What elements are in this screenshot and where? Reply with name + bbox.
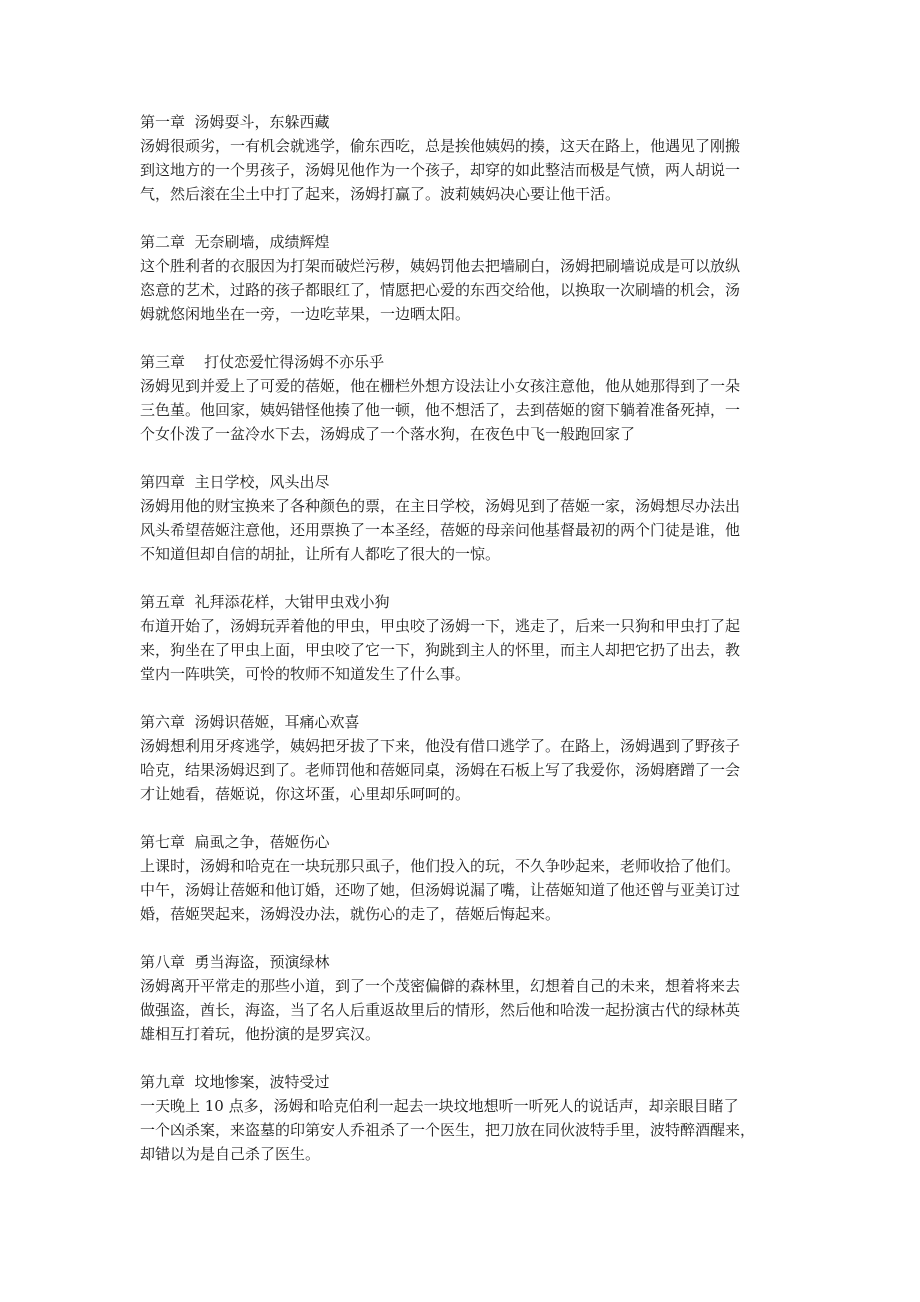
text-line: 哈克，结果汤姆迟到了。老师罚他和蓓姬同桌，汤姆在石板上写了我爱你，汤姆磨蹭了一会 <box>140 761 741 779</box>
text-line: 汤姆离开平常走的那些小道，到了一个茂密偏僻的森林里，幻想着自己的未来，想着将来去 <box>140 977 741 995</box>
text-line: 一天晚上 10 点多，汤姆和哈克伯利一起去一块坟地想听一听死人的说话声，却亲眼目睹了 <box>140 1097 739 1115</box>
chapter-title: 第三章 打仗恋爱忙得汤姆不亦乐乎 <box>140 353 385 371</box>
text-line: 三色堇。他回家，姨妈错怪他揍了他一顿，他不想活了，去到蓓姬的窗下躺着准备死掉，一 <box>140 401 741 419</box>
chapter-2 <box>140 230 788 326</box>
chapter-title: 第四章 主日学校，风头出尽 <box>140 473 330 491</box>
chapter-8 <box>140 950 788 1046</box>
text-line: 风头希望蓓姬注意他，还用票换了一本圣经，蓓姬的母亲问他基督最初的两个门徒是谁，他 <box>140 521 741 539</box>
chapter-5 <box>140 590 788 686</box>
text-line: 中午，汤姆让蓓姬和他订婚，还吻了她，但汤姆说漏了嘴，让蓓姬知道了他还曾与亚美订过 <box>140 881 741 899</box>
text-line: 个女仆泼了一盆冷水下去，汤姆成了一个落水狗，在夜色中飞一般跑回家了 <box>140 425 636 443</box>
chapter-7 <box>140 830 788 926</box>
text-line: 汤姆想利用牙疼逃学，姨妈把牙拔了下来，他没有借口逃学了。在路上，汤姆遇到了野孩子 <box>140 737 741 755</box>
text-line: 恣意的艺术，过路的孩子都眼红了，情愿把心爱的东西交给他，以换取一次刷墙的机会，汤 <box>140 281 741 299</box>
chapter-summary <box>140 254 788 326</box>
text-line: 上课时，汤姆和哈克在一块玩那只虱子，他们投入的玩，不久争吵起来，老师收拾了他们。 <box>140 857 741 875</box>
chapter-summary <box>140 494 788 566</box>
chapter-summary <box>140 734 788 806</box>
chapter-title: 第二章 无奈刷墙，成绩辉煌 <box>140 233 330 251</box>
chapter-title: 第五章 礼拜添花样，大钳甲虫戏小狗 <box>140 593 390 611</box>
chapter-4 <box>140 470 788 566</box>
text-line: 姆就悠闲地坐在一旁，一边吃苹果，一边晒太阳。 <box>140 305 471 323</box>
text-line: 才让她看，蓓姬说，你这坏蛋，心里却乐呵呵的。 <box>140 785 471 803</box>
text-line: 这个胜利者的衣服因为打架而破烂污秽，姨妈罚他去把墙刷白，汤姆把刷墙说成是可以放纵 <box>140 257 741 275</box>
text-line: 布道开始了，汤姆玩弄着他的甲虫，甲虫咬了汤姆一下，逃走了，后来一只狗和甲虫打了起 <box>140 617 741 635</box>
chapter-summary <box>140 854 788 926</box>
chapter-title: 第六章 汤姆识蓓姬，耳痛心欢喜 <box>140 713 360 731</box>
chapter-summary <box>140 1094 788 1166</box>
text-line: 一个凶杀案，来盗墓的印第安人乔祖杀了一个医生，把刀放在同伙波特手里，波特醉酒醒来， <box>140 1121 756 1139</box>
text-line: 却错以为是自己杀了医生。 <box>140 1145 321 1163</box>
chapter-3 <box>140 350 788 446</box>
text-line: 婚，蓓姬哭起来，汤姆没办法，就伤心的走了，蓓姬后悔起来。 <box>140 905 561 923</box>
chapter-6 <box>140 710 788 806</box>
chapter-title: 第八章 勇当海盗，预演绿林 <box>140 953 330 971</box>
chapter-9 <box>140 1070 788 1166</box>
text-line: 做强盗，酋长，海盗，当了名人后重返故里后的情形，然后他和哈泼一起扮演古代的绿林英 <box>140 1001 741 1019</box>
chapter-summary <box>140 134 788 206</box>
text-line: 到这地方的一个男孩子，汤姆见他作为一个孩子，却穿的如此整洁而极是气愤，两人胡说一 <box>140 161 741 179</box>
chapter-summary <box>140 374 788 446</box>
text-line: 来，狗坐在了甲虫上面，甲虫咬了它一下，狗跳到主人的怀里，而主人却把它扔了出去，教 <box>140 641 741 659</box>
text-line: 气，然后滚在尘土中打了起来，汤姆打赢了。波莉姨妈决心要让他干活。 <box>140 185 621 203</box>
text-line: 汤姆用他的财宝换来了各种颜色的票，在主日学校，汤姆见到了蓓姬一家，汤姆想尽办法出 <box>140 497 741 515</box>
chapter-summary <box>140 614 788 686</box>
text-line: 不知道但却自信的胡扯，让所有人都吃了很大的一惊。 <box>140 545 501 563</box>
chapter-summary <box>140 974 788 1046</box>
text-line: 雄相互打着玩，他扮演的是罗宾汉。 <box>140 1025 381 1043</box>
chapter-title: 第一章 汤姆耍斗，东躲西藏 <box>140 113 330 131</box>
document-page <box>140 110 788 1190</box>
text-line: 堂内一阵哄笑，可怜的牧师不知道发生了什么事。 <box>140 665 471 683</box>
chapter-title: 第七章 扁虱之争，蓓姬伤心 <box>140 833 330 851</box>
chapter-title: 第九章 坟地惨案，波特受过 <box>140 1073 330 1091</box>
text-line: 汤姆见到并爱上了可爱的蓓姬，他在栅栏外想方设法让小女孩注意他，他从她那得到了一朵 <box>140 377 741 395</box>
chapter-1 <box>140 110 788 206</box>
text-line: 汤姆很顽劣，一有机会就逃学，偷东西吃，总是挨他姨妈的揍，这天在路上，他遇见了刚搬 <box>140 137 741 155</box>
